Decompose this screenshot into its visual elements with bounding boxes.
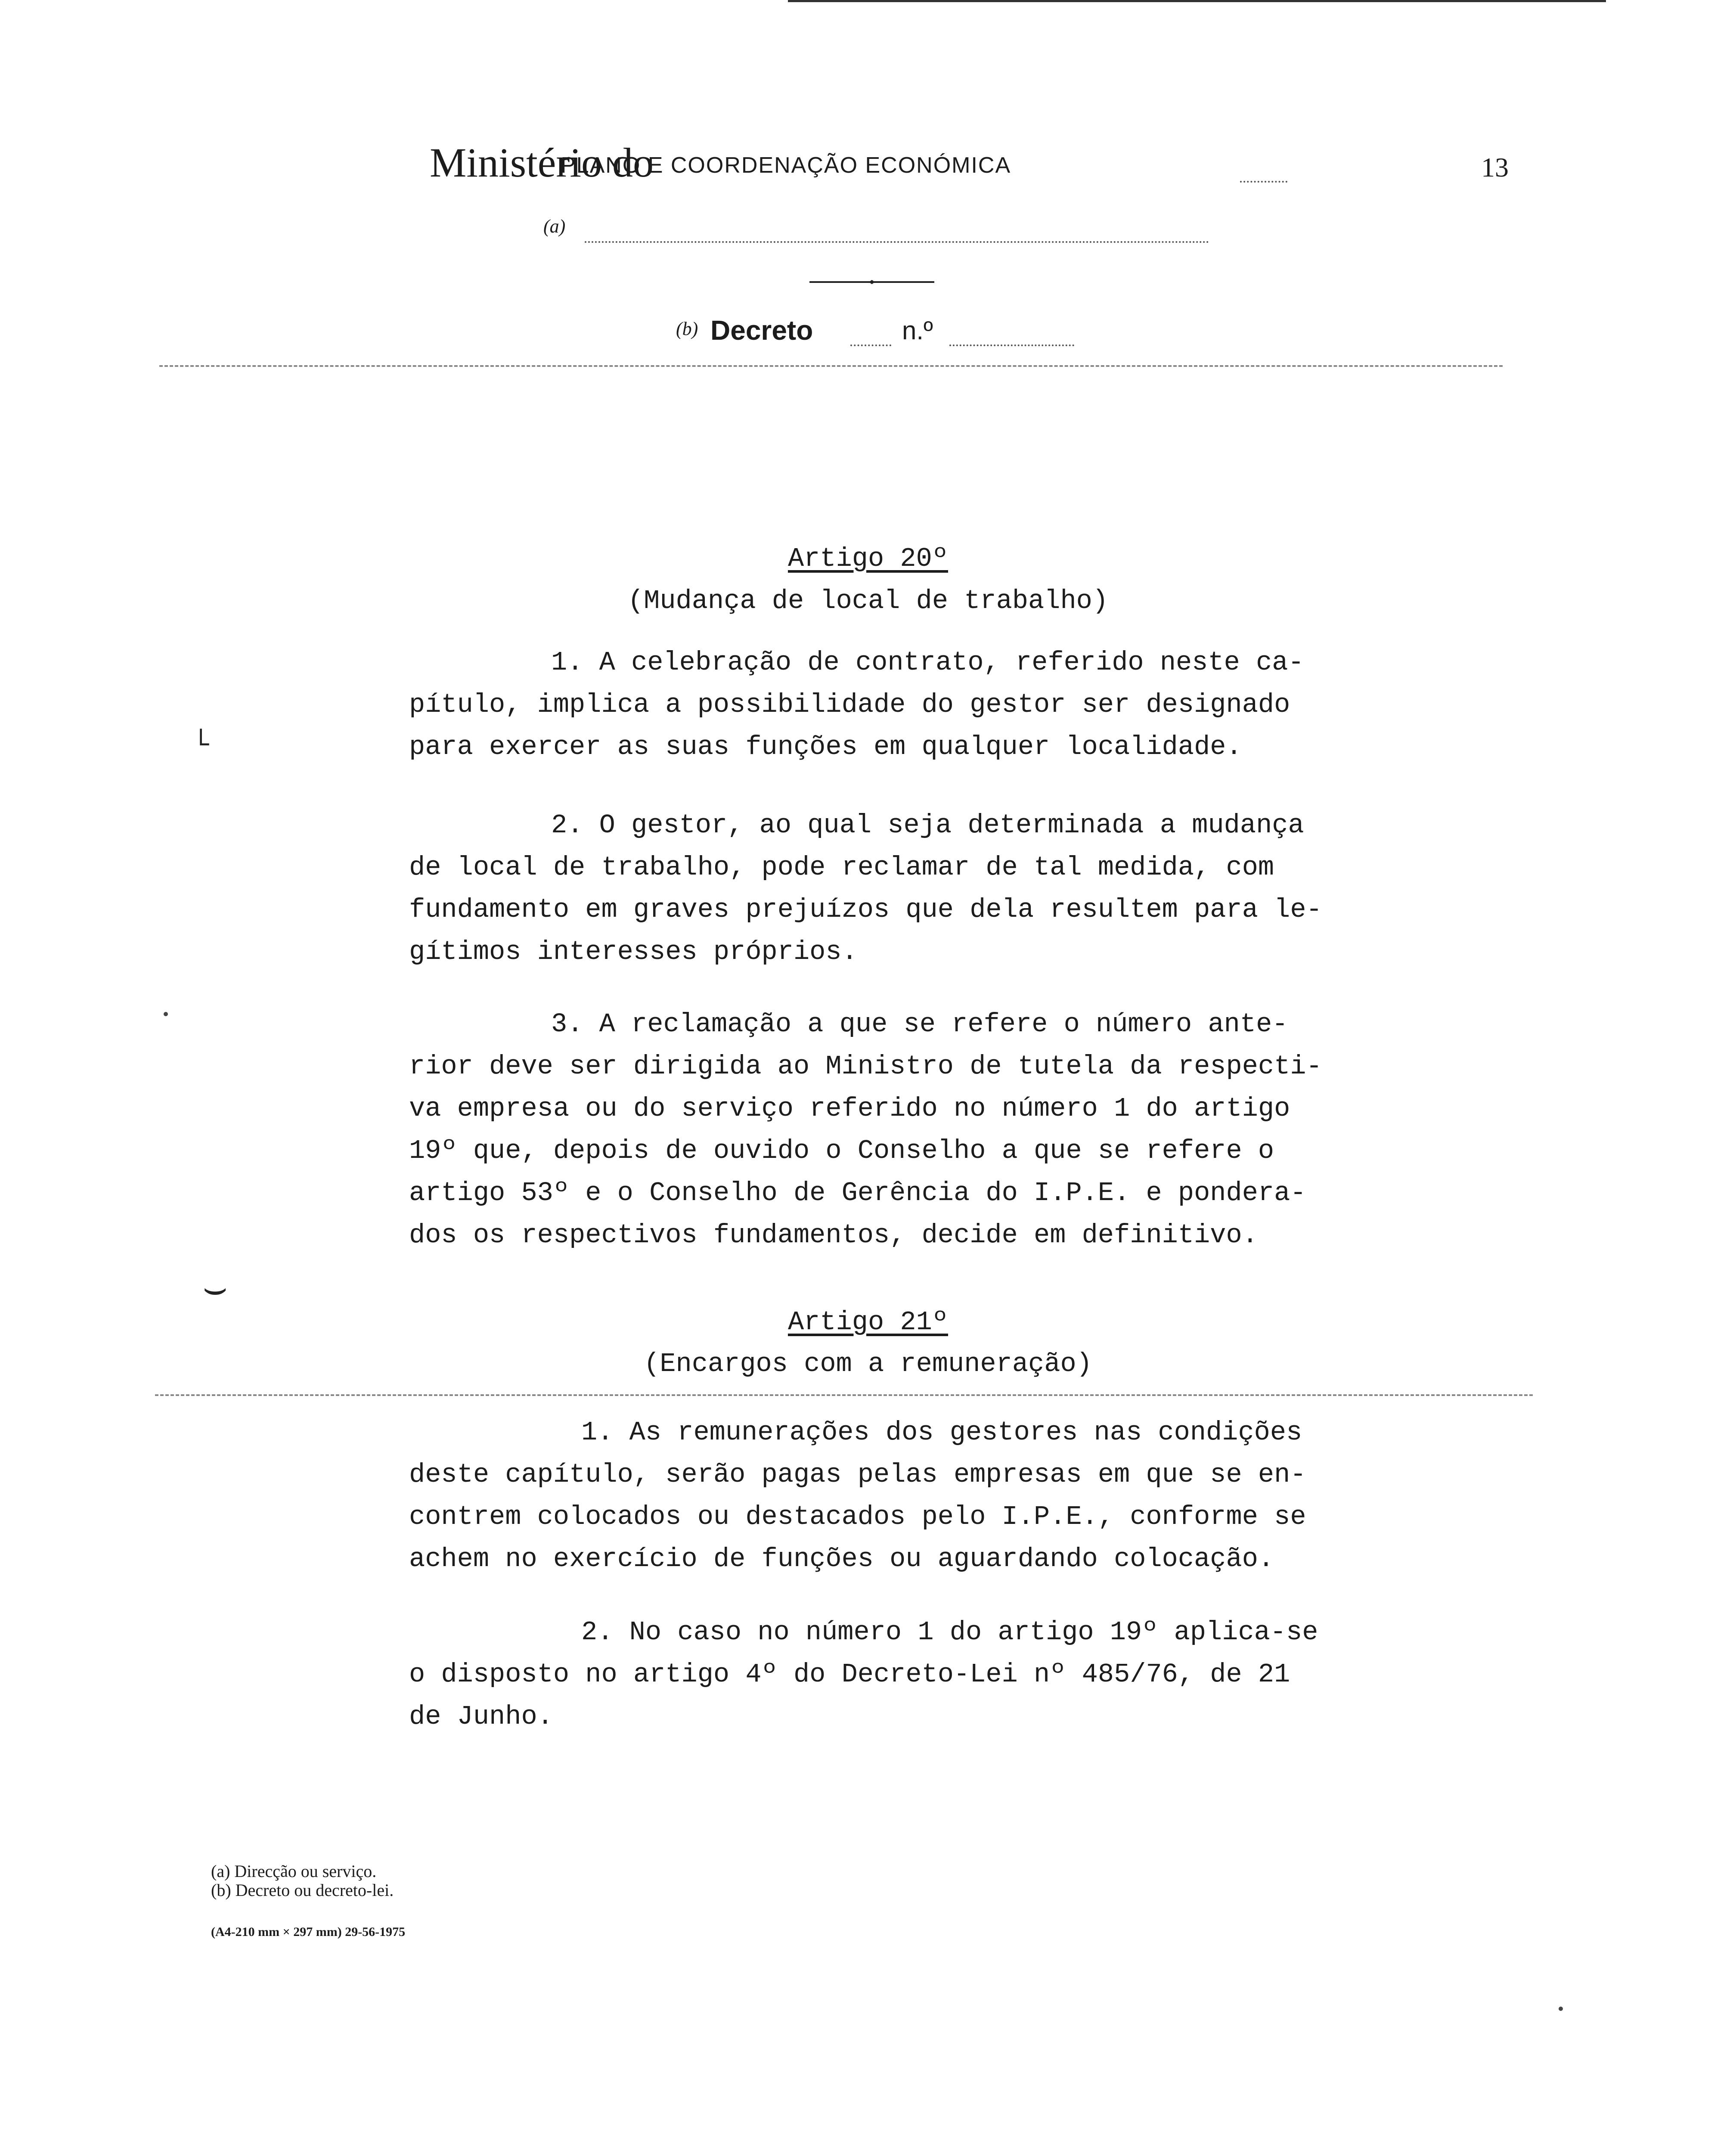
text-line: o disposto no artigo 4º do Decreto-Lei nº 485/76, de 21 [409, 1659, 1290, 1690]
article-21-paragraph-2 [409, 1611, 1391, 1738]
text-line: deste capítulo, serão pagas pelas empresas em que se en- [409, 1459, 1306, 1490]
margin-check-mark: ˪ [198, 711, 211, 754]
text-line: para exercer as suas funções em qualquer localidade. [409, 732, 1242, 762]
decreto-label: Decreto [710, 315, 813, 346]
text-line: va empresa ou do serviço referido no número 1 do artigo [409, 1093, 1290, 1124]
scan-artifact-rule [155, 1394, 1533, 1396]
article-21-subtitle: (Encargos com a remuneração) [644, 1349, 1092, 1379]
scan-speck [164, 1012, 168, 1016]
text-line: gítimos interesses próprios. [409, 937, 858, 967]
text-line: artigo 53º e o Conselho de Gerência do I.P.E. e pondera- [409, 1178, 1306, 1208]
text-line: rior deve ser dirigida ao Ministro de tutela da respecti- [409, 1051, 1322, 1082]
text-line: 2. No caso no número 1 do artigo 19º aplica-se [581, 1617, 1318, 1647]
top-border-rule [788, 0, 1606, 2]
text-line: 1. A celebração de contrato, referido neste ca- [551, 647, 1304, 678]
article-20-paragraph-2 [409, 804, 1391, 973]
text-line: dos os respectivos fundamentos, decide em definitivo. [409, 1220, 1258, 1250]
text-line: de Junho. [409, 1701, 553, 1732]
article-20-subtitle: (Mudança de local de trabalho) [627, 586, 1109, 616]
ministry-title: Ministério do [430, 140, 654, 186]
text-line: 3. A reclamação a que se refere o número ante- [551, 1009, 1288, 1039]
text-line: de local de trabalho, pode reclamar de tal medida, com [409, 852, 1274, 883]
numero-label: n.º [902, 316, 933, 345]
text-line: 2. O gestor, ao qual seja determinada a mudança [551, 810, 1304, 841]
decreto-dotted-line [850, 344, 891, 346]
article-20-title-text: Artigo 20º [787, 543, 949, 574]
margin-check-mark: ⌣ [202, 1267, 228, 1309]
article-20-paragraph-3 [409, 1003, 1391, 1256]
numero-dotted-line [949, 344, 1074, 346]
page-number: 13 [1481, 152, 1509, 183]
text-line: pítulo, implica a possibilidade do gestor ser designado [409, 689, 1290, 720]
form-code: (A4-210 mm × 297 mm) 29-56-1975 [211, 1925, 406, 1939]
article-20-title [0, 543, 1736, 574]
marker-b: (b) [676, 318, 698, 339]
service-dotted-line [585, 241, 1209, 243]
article-21-title [0, 1307, 1736, 1338]
ministry-dotted-line [1240, 181, 1287, 183]
scan-artifact-rule [159, 365, 1503, 367]
ornament-divider [809, 280, 934, 284]
article-21-paragraph-1 [409, 1412, 1391, 1580]
footnote-b: (b) Decreto ou decreto-lei. [211, 1880, 394, 1900]
text-line: contrem colocados ou destacados pelo I.P.E., conforme se [409, 1502, 1306, 1532]
article-20-paragraph-1 [409, 642, 1391, 768]
marker-a: (a) [543, 216, 566, 237]
text-line: achem no exercício de funções ou aguardando colocação. [409, 1544, 1274, 1574]
article-21-title-text: Artigo 21º [787, 1307, 949, 1337]
scan-speck [1559, 2007, 1563, 2011]
ministry-subtitle: PLANO E COORDENAÇÃO ECONÓMICA [561, 153, 1011, 178]
text-line: fundamento em graves prejuízos que dela resultem para le- [409, 894, 1322, 925]
footnote-a: (a) Direcção ou serviço. [211, 1861, 377, 1881]
text-line: 1. As remunerações dos gestores nas condições [581, 1417, 1302, 1448]
text-line: 19º que, depois de ouvido o Conselho a que se refere o [409, 1135, 1274, 1166]
